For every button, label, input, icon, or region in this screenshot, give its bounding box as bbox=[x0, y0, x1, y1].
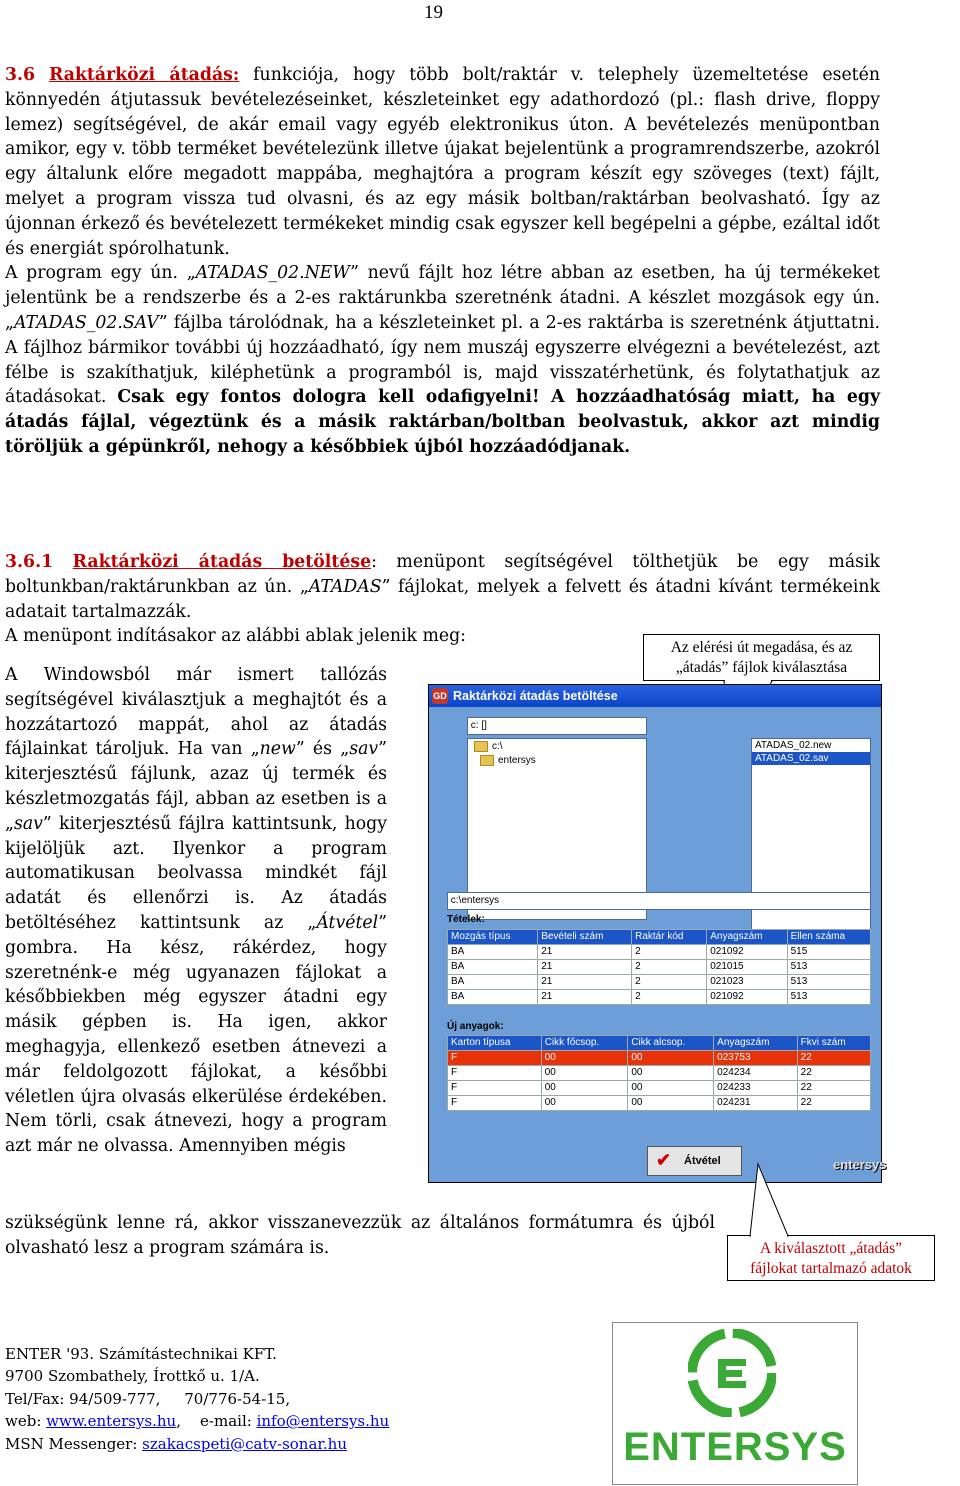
folder-icon bbox=[480, 755, 494, 766]
folder-open-icon bbox=[474, 741, 488, 752]
filename-atadas: ATADAS bbox=[308, 576, 382, 597]
web-link[interactable]: www.entersys.hu bbox=[46, 1412, 177, 1431]
file-item-new[interactable]: ATADAS_02.new bbox=[755, 740, 832, 751]
table-row[interactable]: BA 21 2 021092 513 bbox=[448, 990, 871, 1005]
callout-pointer bbox=[728, 1236, 729, 1237]
path-display: c:\entersys bbox=[447, 892, 871, 910]
new-header-row: Karton típusa Cikk főcsop. Cikk alcsop. Anyagszám Fkvi szám bbox=[448, 1036, 871, 1051]
app-icon: GD bbox=[432, 688, 448, 704]
msn-link[interactable]: szakacspeti@catv-sonar.hu bbox=[142, 1434, 348, 1453]
filename-new: ATADAS_02.NEW bbox=[195, 263, 351, 284]
para-text: funkciója, hogy több bolt/raktár v. telephely üzemeltetése esetén könnyedén átjutassuk bevételezéseinket, készleteinket egy adathordozó (pl.: flash drive, floppy lemez) segítségével, de akár email vagy egyéb elektronikus úton. A bevételezés menüpontban amikor, egy v. több terméket bevételezünk illetve újakat bejelentünk a programrendszerbe, azokról egy általunk előre megadott mappába, meghajtóra a program készít egy szöveges (text) fájlt, melyet a program vissza tud olvasni, és az egy másik boltban/raktárban beolvasható. Így az újonnan érkező és bevételezett termékeket mindig csak egyszer kell begépelni a gépbe, ezáltal időt és energiát spórolhatunk. bbox=[5, 65, 880, 259]
entersys-logo-text: ENTERSYS bbox=[623, 1425, 847, 1469]
section-paragraph bbox=[5, 63, 880, 460]
dir-item-root[interactable]: c:\ bbox=[468, 739, 646, 753]
dialog-window bbox=[428, 684, 887, 1183]
company-name: ENTER '93. Számítástechnikai KFT. bbox=[5, 1345, 277, 1363]
entersys-logo-mark bbox=[688, 1329, 776, 1417]
footer-contact bbox=[5, 1343, 389, 1455]
table-row[interactable]: F 00 00 024233 22 bbox=[448, 1081, 871, 1096]
company-address: 9700 Szombathely, Írottkő u. 1/A. bbox=[5, 1367, 260, 1386]
subsection-number: 3.6.1 bbox=[5, 552, 54, 572]
file-item-sav[interactable]: ATADAS_02.sav bbox=[752, 752, 870, 765]
callout-pointer bbox=[644, 635, 645, 636]
section-number: 3.6 bbox=[5, 65, 36, 85]
closing-paragraph: szükségünk lenne rá, akkor visszanevezzük az általános formátumra és újból olvasható lesz a program számára is. bbox=[5, 1213, 715, 1258]
msn-line: MSN Messenger: szakacspeti@catv-sonar.hu bbox=[5, 1434, 348, 1453]
callout-line: „átadás” fájlok kiválasztása bbox=[675, 659, 848, 676]
company-phone: Tel/Fax: 94/509-777, 70/776-54-15, bbox=[5, 1389, 291, 1408]
checkmark-icon: ✔ bbox=[656, 1150, 672, 1170]
intro-line: A menüpont indításakor az alábbi ablak jelenik meg: bbox=[5, 626, 466, 647]
dir-item-entersys[interactable]: entersys bbox=[468, 753, 646, 767]
table-row[interactable]: BA 21 2 021015 513 bbox=[448, 960, 871, 975]
para-text: ” fájlokat, melyek a felvett és átadni kívánt termékeink adatait tartalmazzák. bbox=[5, 576, 880, 622]
new-items-grid[interactable] bbox=[447, 1035, 871, 1111]
para-text: ” fájlba tárolódnak, ha a készleteinket pl. a 2-es raktárba is szeretnénk átjuttatni. A fájlhoz bármikor további új hozzáadható, így nem muszáj egyszerre elvégezni a bevételezést, azt félbe is szakíthatjuk, kiléphetünk a programból is, majd visszatérhetünk, és folytathatjuk az átadásokat. bbox=[5, 312, 880, 408]
page-number: 19 bbox=[424, 2, 443, 23]
entersys-logo bbox=[612, 1322, 858, 1485]
table-row[interactable]: F 00 00 023753 22 bbox=[448, 1051, 871, 1066]
items-label: Tételek: bbox=[447, 914, 485, 925]
para-text: : menüpont segítségével tölthetjük be egy másik boltunkban/raktárunkban az ún. „ bbox=[5, 552, 880, 597]
atvetel-button[interactable] bbox=[647, 1146, 742, 1176]
atvetel-label: Átvétel bbox=[684, 1155, 721, 1167]
table-row[interactable]: BA 21 2 021023 513 bbox=[448, 975, 871, 990]
table-row[interactable]: F 00 00 024231 22 bbox=[448, 1096, 871, 1111]
table-row[interactable]: BA 21 2 021092 515 bbox=[448, 945, 871, 960]
callout-path-selection bbox=[643, 634, 880, 681]
callout-selected-data bbox=[727, 1235, 935, 1281]
web-email-line: web: www.entersys.hu, e-mail: info@entersys.hu bbox=[5, 1412, 390, 1431]
section-title: Raktárközi átadás: bbox=[48, 65, 240, 85]
drive-value: c: [] bbox=[470, 720, 487, 731]
callout-line: Az elérési út megadása, és az bbox=[670, 639, 853, 656]
callout-line: fájlokat tartalmazó adatok bbox=[750, 1260, 912, 1277]
filename-sav: ATADAS_02.SAV bbox=[13, 312, 159, 333]
items-grid[interactable] bbox=[447, 929, 871, 1005]
titlebar bbox=[429, 685, 881, 707]
email-link[interactable]: info@entersys.hu bbox=[256, 1412, 390, 1431]
para-text: A program egy ún. „ bbox=[5, 263, 196, 284]
new-items-label: Új anyagok: bbox=[447, 1021, 504, 1032]
para-text: ” nevű fájlt hoz létre abban az esetben, ha új termékeket jelentünk be a rendszerbe és a 2-es raktárunkba szeretnénk átadni. A készlet mozgások egy ún. „ bbox=[5, 263, 880, 333]
drive-select[interactable] bbox=[467, 717, 647, 735]
description-paragraph: A Windowsból már ismert tallózás segítségével kiválasztjuk a meghajtót és a hozzátartozó mappát, ahol az átadás fájlainkat tároljuk. Ha van „new” és „sav” kiterjesztésű fájlunk, azaz új termék és készletmozgatás fájl, abban az esetben is a „sav” kiterjesztésű fájlra kattintsunk, hogy kijelöljük azt. Ilyenkor a program automatikusan beolvassa mindkét fájl adatát és ellenőrzi is. Az átadás betöltéséhez kattintsunk az „Átvétel” gombra. Ha kész, rákérdez, hogy szeretnénk-e még ugyanazen fájlokat a későbbiekben még egyszer átadni egy másik gépben is. Ha igen, akkor meghagyja, ellenkező esetben átnevezi a már feldolgozott fájlokat, a későbbi véletlen újra olvasás elkerülése érdekében. Nem törli, csak átnevezi, hogy a program azt már ne olvassa. Amennyiben mégis bbox=[5, 665, 387, 1157]
callout-line: A kiválasztott „átadás” bbox=[759, 1240, 903, 1257]
subsection-title: Raktárközi átadás betöltése bbox=[72, 552, 372, 572]
warning-text: Csak egy fontos dologra kell odafigyelni! A hozzáadhatóság miatt, ha egy átadás fájlal, végeztünk és a másik raktárban/boltban beolvastuk, akkor azt mindig töröljük a gépünkről, nehogy a későbbiek újból hozzáadódjanak. bbox=[5, 387, 881, 457]
window-title: Raktárközi átadás betöltése bbox=[453, 689, 618, 703]
entersys-window-logo: entersys bbox=[833, 1157, 887, 1172]
items-header-row: Mozgás típus Bevételi szám Raktár kód Anyagszám Ellen száma bbox=[448, 930, 871, 945]
table-row[interactable]: F 00 00 024234 22 bbox=[448, 1066, 871, 1081]
